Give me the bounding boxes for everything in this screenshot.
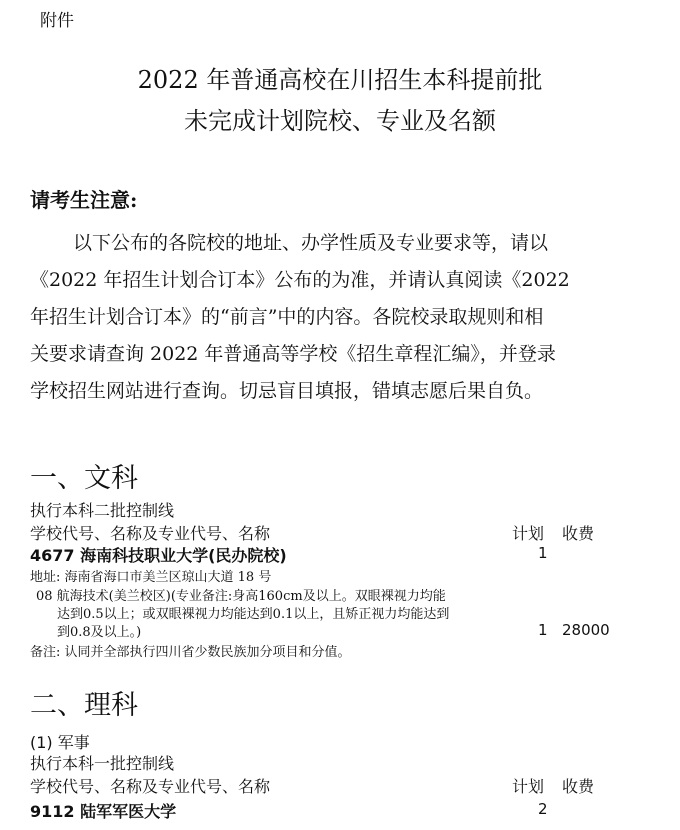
table-header-plan-science: 计划 [512,777,545,796]
notice-line-5: 学校招生网站进行查询。切忌盲目填报，错填志愿后果自负。 [30,380,544,402]
document-title-line2: 未完成计划院校、专业及名额 [184,107,496,135]
batch-line: 执行本科二批控制线 [30,501,175,520]
major-detail-line-3: 到0.8及以上。) [57,625,142,640]
table-header-fee-science: 收费 [562,777,595,796]
table-header-school-science: 学校代号、名称及专业代号、名称 [30,777,271,796]
school-address: 地址: 海南省海口市美兰区琼山大道 18 号 [30,570,272,585]
section-heading-science: 二、理科 [30,690,138,721]
batch-line-science: 执行本科一批控制线 [30,754,175,773]
major-fee: 28000 [562,621,610,639]
table-header-fee: 收费 [562,524,595,543]
notice-line-4: 关要求请查询 2022 年普通高等学校《招生章程汇编》，并登录 [30,343,556,365]
notice-line-1: 以下公布的各院校的地址、办学性质及专业要求等，请以 [73,232,549,254]
school-plan-count: 1 [538,544,548,562]
remark-line: 备注: 认同并全部执行四川省少数民族加分项目和分值。 [30,645,351,660]
school-plan-count-science: 2 [538,800,548,818]
notice-heading: 请考生注意: [30,188,138,212]
school-entry-science: 9112 陆军军医大学 [30,802,177,821]
table-header-plan: 计划 [512,524,545,543]
attachment-label: 附件 [40,11,74,31]
table-header-school: 学校代号、名称及专业代号、名称 [30,524,271,543]
major-detail-line-1: 08 航海技术(美兰校区)(专业备注:身高160cm及以上。双眼裸视力均能 [36,589,446,604]
school-entry: 4677 海南科技职业大学(民办院校) [30,546,287,565]
subcategory-military: (1) 军事 [30,733,90,752]
major-plan-count: 1 [538,621,548,639]
document-title-line1: 2022 年普通高校在川招生本科提前批 [137,66,543,94]
section-heading-liberal-arts: 一、文科 [30,463,138,494]
notice-line-3: 年招生计划合订本》的“前言”中的内容。各院校录取规则和相 [30,306,544,328]
major-detail-line-2: 达到0.5以上；或双眼裸视力均能达到0.1以上，且矫正视力均能达到 [57,607,450,622]
notice-line-2: 《2022 年招生计划合订本》公布的为准，并请认真阅读《2022 [30,269,570,291]
